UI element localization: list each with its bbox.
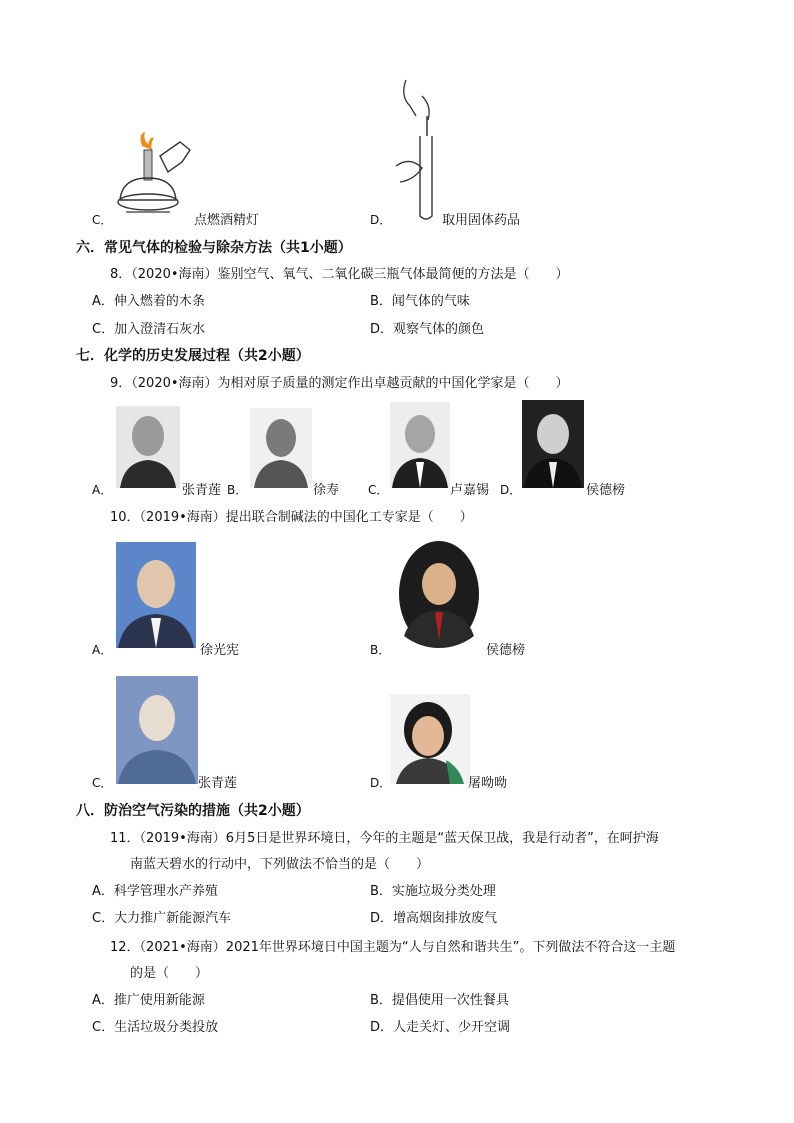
- question-12-option-a: A．推广使用新能源: [92, 993, 205, 1008]
- question-11-option-d: D．增高烟囱排放废气: [370, 911, 498, 926]
- q10-option-a-name: 徐光宪: [200, 643, 240, 658]
- section-6-heading: 六．常见气体的检验与除杂方法（共1小题）: [76, 240, 352, 256]
- q10-option-c-letter: C．: [92, 776, 113, 790]
- option-c-text: 点燃酒精灯: [194, 213, 260, 228]
- q10-option-b-name: 侯德榜: [486, 643, 526, 658]
- question-12-stem-line1: 12．（2021•海南）2021年世界环境日中国主题为“人与自然和谐共生”。下列做法不符合这一主题: [110, 940, 676, 955]
- section-7-heading: 七．化学的历史发展过程（共2小题）: [76, 348, 310, 364]
- question-9-stem: 9．（2020•海南）为相对原子质量的测定作出卓越贡献的中国化学家是（ ）: [110, 376, 569, 391]
- q9-option-b-letter: B．: [227, 483, 248, 497]
- q10-option-a-letter: A．: [92, 643, 113, 657]
- portrait-tu-youyou: [390, 694, 470, 784]
- q9-option-a-letter: A．: [92, 483, 113, 497]
- portrait-xu-guangxian: [116, 542, 196, 648]
- portrait-lu-jiaxi: [390, 402, 450, 488]
- question-8-option-a: A．伸入燃着的木条: [92, 294, 205, 309]
- question-8-option-b: B．闻气体的气味: [370, 294, 470, 309]
- question-8-stem: 8．（2020•海南）鉴别空气、氧气、二氧化碳三瓶气体最简便的方法是（ ）: [110, 267, 569, 282]
- portrait-hou-debang-oval: [398, 540, 480, 648]
- q10-option-d-name: 屠呦呦: [468, 776, 508, 791]
- question-12-option-d: D．人走关灯、少开空调: [370, 1020, 511, 1035]
- portrait-zhang-qinglian-color: [116, 676, 198, 784]
- q10-option-b-letter: B．: [370, 643, 391, 657]
- q9-option-c-name: 卢嘉锡: [450, 483, 490, 498]
- question-11-option-c: C．大力推广新能源汽车: [92, 911, 232, 926]
- option-d-letter: D．: [370, 213, 392, 227]
- question-12-option-b: B．提倡使用一次性餐具: [370, 993, 509, 1008]
- q9-option-b-name: 徐寿: [313, 483, 340, 498]
- question-12-option-c: C．生活垃圾分类投放: [92, 1020, 219, 1035]
- portrait-zhang-qinglian: [116, 406, 180, 488]
- option-c-letter: C．: [92, 213, 113, 227]
- test-tube-illustration: [392, 76, 442, 222]
- question-8-option-d: D．观察气体的颜色: [370, 322, 485, 337]
- portrait-xu-shou: [250, 408, 312, 488]
- question-12-stem-line2: 的是（ ）: [130, 966, 209, 981]
- q9-option-d-letter: D．: [500, 483, 522, 497]
- q9-option-d-name: 侯德榜: [586, 483, 626, 498]
- question-11-stem-line2: 南蓝天碧水的行动中，下列做法不恰当的是（ ）: [130, 857, 430, 872]
- alcohol-lamp-illustration: [112, 132, 194, 220]
- question-10-stem: 10．（2019•海南）提出联合制碱法的中国化工专家是（ ）: [110, 510, 473, 525]
- q10-option-d-letter: D．: [370, 776, 392, 790]
- option-d-text: 取用固体药品: [442, 213, 521, 228]
- question-11-stem-line1: 11．（2019•海南）6月5日是世界环境日，今年的主题是“蓝天保卫战，我是行动者”，在呵护海: [110, 831, 659, 846]
- q9-option-c-letter: C．: [368, 483, 389, 497]
- q9-option-a-name: 张青莲: [182, 483, 222, 498]
- portrait-hou-debang: [522, 400, 584, 488]
- question-8-option-c: C．加入澄清石灰水: [92, 322, 206, 337]
- section-8-heading: 八．防治空气污染的措施（共2小题）: [76, 803, 310, 819]
- question-11-option-a: A．科学管理水产养殖: [92, 884, 218, 899]
- q10-option-c-name: 张青莲: [198, 776, 238, 791]
- question-11-option-b: B．实施垃圾分类处理: [370, 884, 496, 899]
